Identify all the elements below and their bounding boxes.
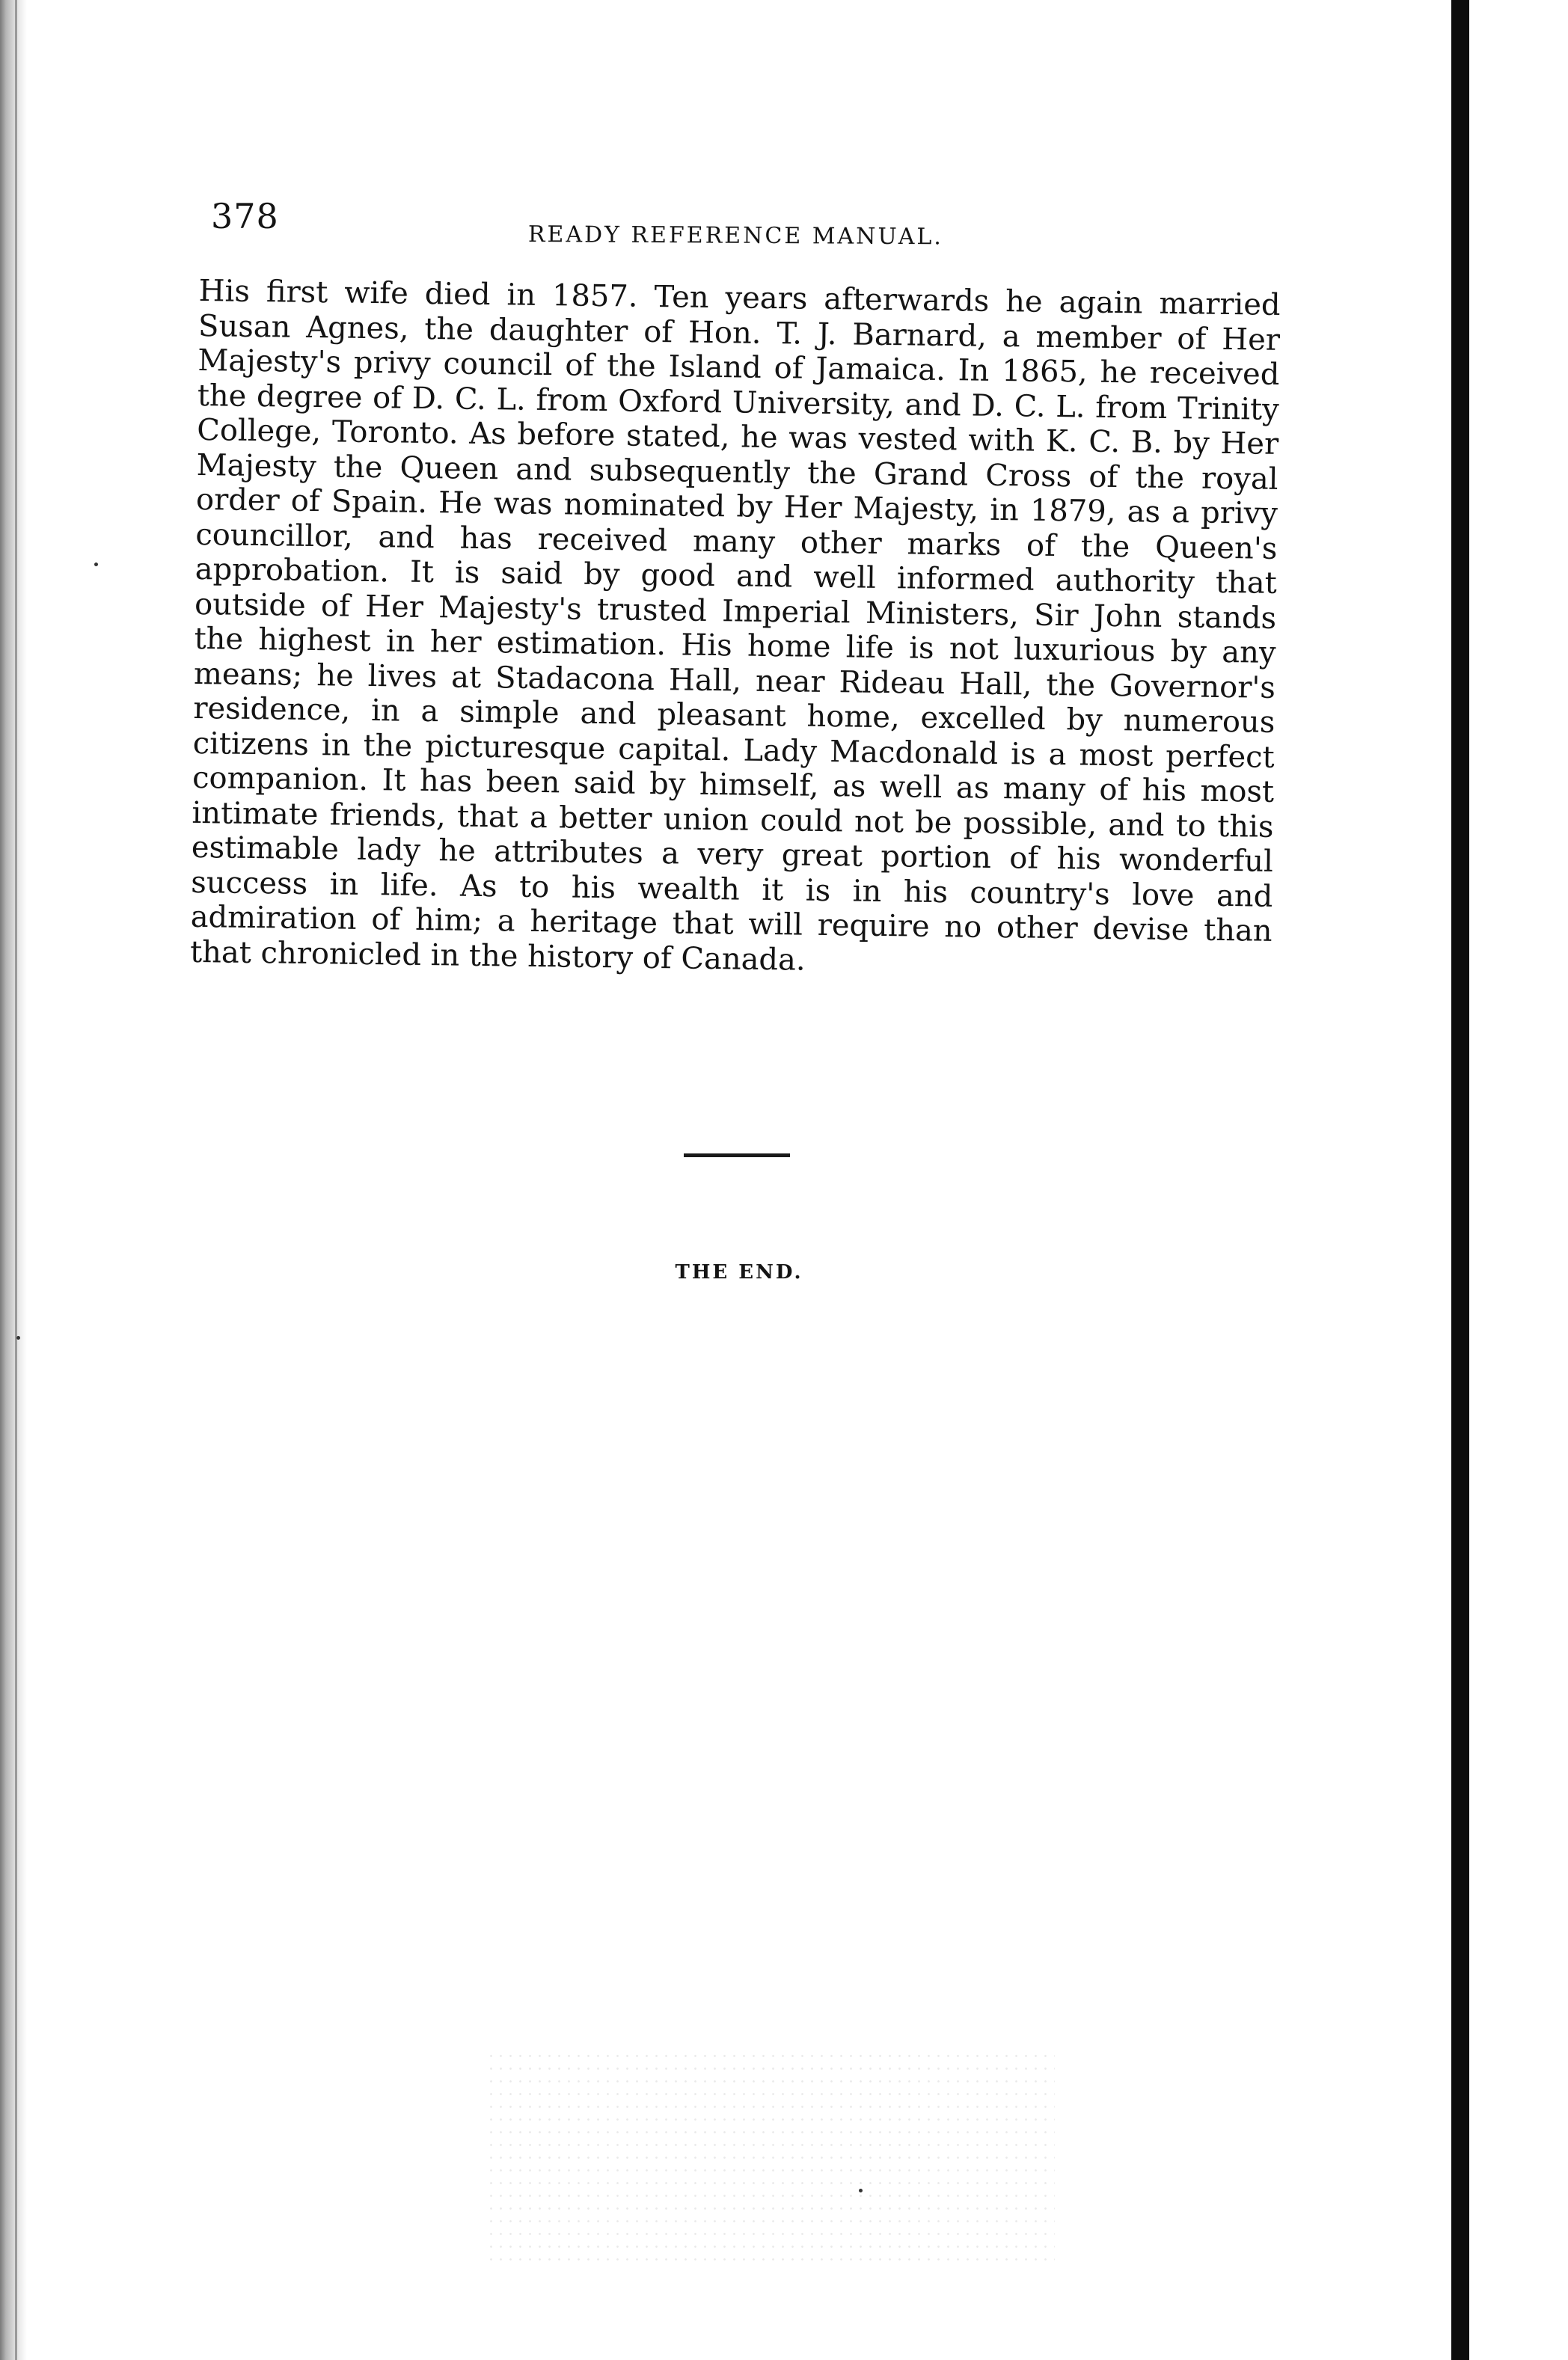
page-edge-left (0, 0, 27, 2360)
closing-rule (684, 1153, 790, 1157)
body-paragraph: His first wife died in 1857. Ten years afterwards he again married Susan Agnes, the daughter of Hon. T. J. Barnard, a member of Her Majesty's privy council of the Island of Jamaica. In 1865, he received the degree of D. C. L. from Oxford University, and D. C. L. from Trinity College, Toronto. As before stated, he was vested with K. C. B. by Her Majesty the Queen and subsequently the Grand Cross of the royal order of Spain. He was nominated by Her Majesty, in 1879, as a privy councillor, and has received many other marks of the Queen's approbation. It is said by good and well informed authority that outside of Her Majesty's trusted Imperial Ministers, Sir John stands the highest in her estimation. His home life is not luxurious by any means; he lives at Stadacona Hall, near Rideau Hall, the Governor's residence, in a simple and pleasant home, excelled by numerous citizens in the picturesque capital. Lady Macdonald is a most perfect companion. It has been said by himself, as well as many of his most intimate friends, that a better union could not be possible, and to this estimable lady he attributes a very great portion of his wonderful success in life. As to his wealth it is in his country's love and admiration of him; a heritage that will require no other devise than that chronicled in the history of Canada. (189, 274, 1281, 978)
page-number: 378 (211, 196, 279, 236)
the-end-label: THE END. (675, 1261, 803, 1284)
scan-speck (16, 1336, 20, 1340)
page-fold-line (15, 0, 17, 2360)
running-head: READY REFERENCE MANUAL. (527, 221, 943, 251)
scan-speck (94, 563, 98, 566)
page-edge-right (1451, 0, 1469, 2360)
show-through-texture (486, 2050, 1055, 2266)
